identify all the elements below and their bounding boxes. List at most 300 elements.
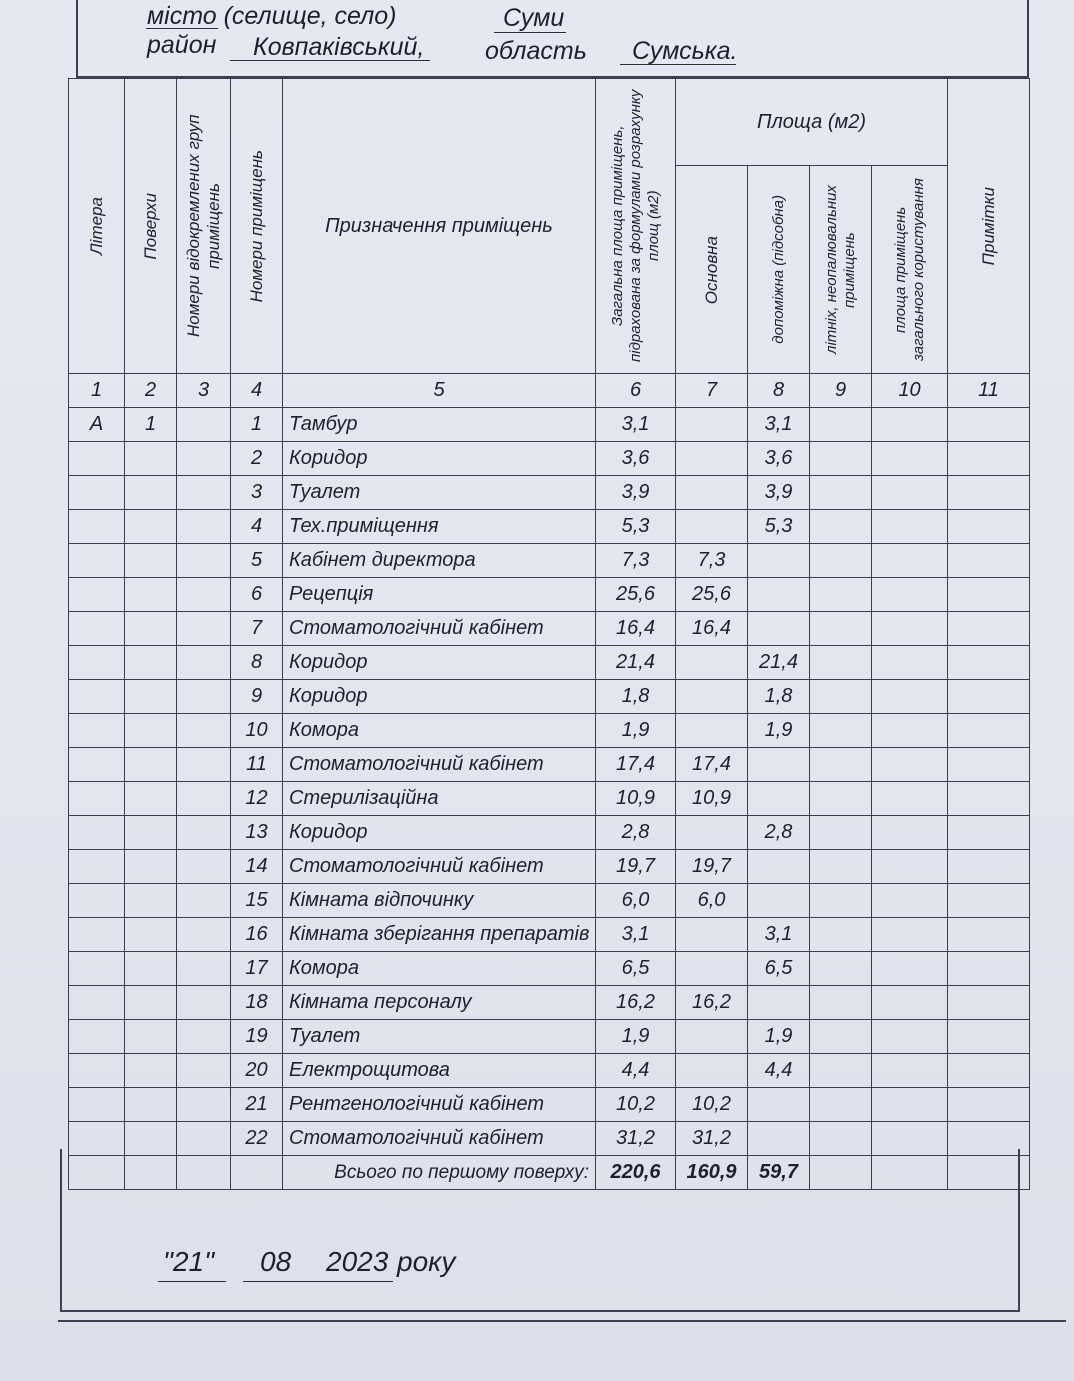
cell-num: 12 <box>231 782 283 816</box>
cell-common <box>872 408 948 442</box>
col-header-total-area: Загальна площа приміщень, підрахована за формулами розрахунку площ (м2) <box>596 79 676 374</box>
region-underline <box>620 64 736 65</box>
cell-group <box>177 1020 231 1054</box>
cell-litera <box>69 816 125 850</box>
cell-total: 3,1 <box>596 408 676 442</box>
cell-group <box>177 952 231 986</box>
cell-total: 6,5 <box>596 952 676 986</box>
cell-num: 10 <box>231 714 283 748</box>
cell-common <box>872 544 948 578</box>
cell-total: 6,0 <box>596 884 676 918</box>
table-row <box>69 782 1030 816</box>
cell-group <box>177 578 231 612</box>
col-header-main: Основна <box>676 166 748 374</box>
col-number: 7 <box>676 374 748 408</box>
cell-group <box>177 476 231 510</box>
cell-total: 1,8 <box>596 680 676 714</box>
cell-main: 6,0 <box>676 884 748 918</box>
table-row <box>69 1088 1030 1122</box>
cell-common <box>872 782 948 816</box>
cell-summer <box>810 1020 872 1054</box>
cell-summer <box>810 646 872 680</box>
cell-aux: 6,5 <box>748 952 810 986</box>
cell-group <box>177 612 231 646</box>
cell-summer <box>810 578 872 612</box>
cell-summer <box>810 476 872 510</box>
cell-floor <box>125 510 177 544</box>
table-body <box>69 408 1030 1156</box>
cell-main <box>676 1054 748 1088</box>
cell-litera <box>69 850 125 884</box>
cell-litera <box>69 442 125 476</box>
cell-notes <box>948 850 1030 884</box>
cell-group <box>177 680 231 714</box>
table-row <box>69 1020 1030 1054</box>
col-header-groups: Номери відокремлених груп приміщень <box>177 79 231 374</box>
cell-total: 10,2 <box>596 1088 676 1122</box>
col-header-notes: Примітки <box>948 79 1030 374</box>
cell-aux <box>748 986 810 1020</box>
district-label: район <box>147 31 217 59</box>
cell-num: 13 <box>231 816 283 850</box>
cell-name: Комора <box>283 714 596 748</box>
cell-notes <box>948 986 1030 1020</box>
cell-aux <box>748 884 810 918</box>
cell-aux: 4,4 <box>748 1054 810 1088</box>
cell-floor <box>125 782 177 816</box>
cell-notes <box>948 442 1030 476</box>
column-number-row <box>69 374 1030 408</box>
col-number: 8 <box>748 374 810 408</box>
cell-aux: 2,8 <box>748 816 810 850</box>
cell-aux <box>748 612 810 646</box>
cell-litera <box>69 952 125 986</box>
cell-main: 7,3 <box>676 544 748 578</box>
col-header-purpose: Призначення приміщень <box>283 79 596 374</box>
cell-common <box>872 850 948 884</box>
cell-total: 3,9 <box>596 476 676 510</box>
cell-aux: 1,9 <box>748 1020 810 1054</box>
cell-summer <box>810 442 872 476</box>
cell-num: 8 <box>231 646 283 680</box>
cell-summer <box>810 748 872 782</box>
cell-main: 16,2 <box>676 986 748 1020</box>
cell-total: 21,4 <box>596 646 676 680</box>
cell-common <box>872 918 948 952</box>
cell-notes <box>948 680 1030 714</box>
cell-notes <box>948 476 1030 510</box>
cell-num: 6 <box>231 578 283 612</box>
cell-name: Кімната відпочинку <box>283 884 596 918</box>
cell-aux <box>748 850 810 884</box>
cell-num: 2 <box>231 442 283 476</box>
table-row <box>69 510 1030 544</box>
region-value: Сумська. <box>632 37 738 65</box>
cell-num: 15 <box>231 884 283 918</box>
cell-name: Тамбур <box>283 408 596 442</box>
cell-summer <box>810 918 872 952</box>
table-row <box>69 1054 1030 1088</box>
cell-summer <box>810 612 872 646</box>
cell-common <box>872 1088 948 1122</box>
cell-notes <box>948 544 1030 578</box>
cell-group <box>177 782 231 816</box>
cell-notes <box>948 1054 1030 1088</box>
cell-group <box>177 816 231 850</box>
footer-frame <box>60 1149 1020 1312</box>
district-underline <box>230 60 430 61</box>
table-row <box>69 646 1030 680</box>
city-label: місто (селище, село) <box>147 2 397 30</box>
cell-floor <box>125 1054 177 1088</box>
cell-litera <box>69 1088 125 1122</box>
cell-common <box>872 612 948 646</box>
cell-litera <box>69 510 125 544</box>
cell-litera <box>69 646 125 680</box>
cell-floor <box>125 918 177 952</box>
cell-floor <box>125 442 177 476</box>
cell-summer <box>810 986 872 1020</box>
cell-total: 3,6 <box>596 442 676 476</box>
bottom-border <box>58 1320 1066 1322</box>
cell-group <box>177 510 231 544</box>
cell-common <box>872 510 948 544</box>
cell-name: Туалет <box>283 476 596 510</box>
cell-total: 31,2 <box>596 1122 676 1156</box>
cell-total: 2,8 <box>596 816 676 850</box>
date-month: 08 <box>260 1246 292 1277</box>
date-month-year-underline <box>243 1281 393 1282</box>
cell-main <box>676 918 748 952</box>
cell-name: Кімната зберігання препаратів <box>283 918 596 952</box>
col-header-aux: допоміжна (підсобна) <box>748 166 810 374</box>
cell-common <box>872 884 948 918</box>
date-suffix: року <box>397 1246 456 1277</box>
cell-floor <box>125 544 177 578</box>
date-day-underline <box>158 1281 226 1282</box>
cell-notes <box>948 1088 1030 1122</box>
table-row <box>69 748 1030 782</box>
date-year: 2023 <box>326 1246 389 1277</box>
cell-num: 17 <box>231 952 283 986</box>
date-day: "21" <box>163 1246 215 1277</box>
cell-num: 16 <box>231 918 283 952</box>
table-row <box>69 986 1030 1020</box>
cell-name: Стоматологічний кабінет <box>283 748 596 782</box>
col-number: 9 <box>810 374 872 408</box>
cell-notes <box>948 646 1030 680</box>
cell-common <box>872 476 948 510</box>
cell-num: 18 <box>231 986 283 1020</box>
cell-name: Коридор <box>283 442 596 476</box>
cell-group <box>177 884 231 918</box>
cell-main <box>676 476 748 510</box>
cell-notes <box>948 714 1030 748</box>
cell-common <box>872 986 948 1020</box>
cell-notes <box>948 612 1030 646</box>
cell-aux: 3,1 <box>748 918 810 952</box>
totals-main-area: 160,9 <box>676 1156 748 1190</box>
cell-main: 16,4 <box>676 612 748 646</box>
region-label: область <box>485 37 587 65</box>
cell-notes <box>948 782 1030 816</box>
col-header-floors: Поверхи <box>125 79 177 374</box>
city-underline <box>494 32 566 33</box>
cell-floor <box>125 680 177 714</box>
cell-notes <box>948 952 1030 986</box>
cell-litera <box>69 612 125 646</box>
cell-litera <box>69 782 125 816</box>
cell-main: 17,4 <box>676 748 748 782</box>
col-number: 6 <box>596 374 676 408</box>
cell-total: 17,4 <box>596 748 676 782</box>
cell-floor: 1 <box>125 408 177 442</box>
district-value: Ковпаківський, <box>253 33 425 61</box>
cell-notes <box>948 884 1030 918</box>
cell-litera <box>69 986 125 1020</box>
cell-floor <box>125 612 177 646</box>
table-row <box>69 408 1030 442</box>
cell-total: 7,3 <box>596 544 676 578</box>
cell-litera <box>69 680 125 714</box>
cell-total: 3,1 <box>596 918 676 952</box>
cell-num: 9 <box>231 680 283 714</box>
cell-aux <box>748 748 810 782</box>
table-row <box>69 544 1030 578</box>
cell-common <box>872 1054 948 1088</box>
table-row <box>69 850 1030 884</box>
col-number: 11 <box>948 374 1030 408</box>
col-number: 4 <box>231 374 283 408</box>
cell-name: Комора <box>283 952 596 986</box>
cell-main <box>676 1020 748 1054</box>
cell-summer <box>810 408 872 442</box>
cell-common <box>872 748 948 782</box>
cell-main: 10,9 <box>676 782 748 816</box>
cell-num: 21 <box>231 1088 283 1122</box>
cell-name: Тех.приміщення <box>283 510 596 544</box>
cell-name: Туалет <box>283 1020 596 1054</box>
cell-num: 4 <box>231 510 283 544</box>
cell-notes <box>948 816 1030 850</box>
cell-group <box>177 850 231 884</box>
cell-common <box>872 646 948 680</box>
cell-common <box>872 1020 948 1054</box>
cell-main <box>676 816 748 850</box>
table-row <box>69 816 1030 850</box>
cell-floor <box>125 748 177 782</box>
cell-total: 1,9 <box>596 1020 676 1054</box>
cell-num: 1 <box>231 408 283 442</box>
cell-litera <box>69 748 125 782</box>
cell-common <box>872 578 948 612</box>
table-row <box>69 952 1030 986</box>
city-label-underline <box>146 28 218 29</box>
cell-group <box>177 1088 231 1122</box>
cell-group <box>177 442 231 476</box>
cell-notes <box>948 918 1030 952</box>
cell-aux: 21,4 <box>748 646 810 680</box>
cell-num: 11 <box>231 748 283 782</box>
cell-name: Коридор <box>283 646 596 680</box>
cell-num: 7 <box>231 612 283 646</box>
table-row <box>69 578 1030 612</box>
cell-common <box>872 680 948 714</box>
cell-floor <box>125 714 177 748</box>
col-number: 1 <box>69 374 125 408</box>
cell-notes <box>948 748 1030 782</box>
col-header-room-numbers: Номери приміщень <box>231 79 283 374</box>
cell-summer <box>810 510 872 544</box>
col-number: 3 <box>177 374 231 408</box>
cell-main: 25,6 <box>676 578 748 612</box>
cell-main: 19,7 <box>676 850 748 884</box>
cell-total: 4,4 <box>596 1054 676 1088</box>
col-number: 5 <box>283 374 596 408</box>
table-row <box>69 442 1030 476</box>
totals-label: Всього по першому поверху: <box>283 1156 596 1190</box>
table-row <box>69 884 1030 918</box>
cell-main <box>676 510 748 544</box>
cell-name: Рентгенологічний кабінет <box>283 1088 596 1122</box>
table-row <box>69 680 1030 714</box>
cell-main <box>676 408 748 442</box>
cell-common <box>872 442 948 476</box>
cell-summer <box>810 1088 872 1122</box>
cell-summer <box>810 952 872 986</box>
cell-notes <box>948 1020 1030 1054</box>
city-value: Суми <box>503 4 565 32</box>
cell-floor <box>125 884 177 918</box>
cell-summer <box>810 816 872 850</box>
cell-aux <box>748 1088 810 1122</box>
cell-aux: 5,3 <box>748 510 810 544</box>
cell-floor <box>125 1088 177 1122</box>
cell-name: Стоматологічний кабінет <box>283 850 596 884</box>
cell-summer <box>810 782 872 816</box>
cell-floor <box>125 850 177 884</box>
cell-total: 19,7 <box>596 850 676 884</box>
cell-name: Коридор <box>283 680 596 714</box>
cell-num: 14 <box>231 850 283 884</box>
cell-floor <box>125 1020 177 1054</box>
cell-floor <box>125 952 177 986</box>
cell-group <box>177 986 231 1020</box>
cell-floor <box>125 646 177 680</box>
cell-total: 1,9 <box>596 714 676 748</box>
cell-name: Кабінет директора <box>283 544 596 578</box>
cell-total: 16,2 <box>596 986 676 1020</box>
cell-summer <box>810 714 872 748</box>
cell-num: 20 <box>231 1054 283 1088</box>
cell-name: Стерилізаційна <box>283 782 596 816</box>
cell-group <box>177 748 231 782</box>
cell-num: 22 <box>231 1122 283 1156</box>
cell-num: 3 <box>231 476 283 510</box>
cell-group <box>177 714 231 748</box>
cell-name: Коридор <box>283 816 596 850</box>
cell-summer <box>810 884 872 918</box>
cell-name: Стоматологічний кабінет <box>283 612 596 646</box>
cell-floor <box>125 986 177 1020</box>
cell-name: Електрощитова <box>283 1054 596 1088</box>
col-number: 10 <box>872 374 948 408</box>
col-header-summer: літніх, неопалювальних приміщень <box>810 166 872 374</box>
cell-aux: 3,1 <box>748 408 810 442</box>
cell-total: 10,9 <box>596 782 676 816</box>
cell-summer <box>810 850 872 884</box>
cell-main <box>676 646 748 680</box>
cell-litera <box>69 476 125 510</box>
table-row <box>69 714 1030 748</box>
cell-total: 5,3 <box>596 510 676 544</box>
cell-litera <box>69 1054 125 1088</box>
cell-summer <box>810 1054 872 1088</box>
cell-group <box>177 1054 231 1088</box>
cell-floor <box>125 476 177 510</box>
cell-aux <box>748 782 810 816</box>
cell-num: 19 <box>231 1020 283 1054</box>
cell-litera <box>69 1020 125 1054</box>
cell-litera <box>69 714 125 748</box>
cell-notes <box>948 408 1030 442</box>
cell-aux <box>748 578 810 612</box>
cell-litera <box>69 544 125 578</box>
cell-main <box>676 680 748 714</box>
cell-common <box>872 816 948 850</box>
cell-main: 10,2 <box>676 1088 748 1122</box>
cell-name: Кімната персоналу <box>283 986 596 1020</box>
cell-group <box>177 408 231 442</box>
cell-litera: А <box>69 408 125 442</box>
cell-floor <box>125 578 177 612</box>
cell-group <box>177 918 231 952</box>
cell-notes <box>948 578 1030 612</box>
table-row <box>69 476 1030 510</box>
totals-aux-area: 59,7 <box>748 1156 810 1190</box>
table-row <box>69 612 1030 646</box>
cell-group <box>177 646 231 680</box>
cell-aux: 1,9 <box>748 714 810 748</box>
cell-name: Рецепція <box>283 578 596 612</box>
cell-total: 25,6 <box>596 578 676 612</box>
cell-litera <box>69 918 125 952</box>
cell-main <box>676 952 748 986</box>
cell-group <box>177 544 231 578</box>
cell-litera <box>69 578 125 612</box>
cell-aux <box>748 544 810 578</box>
cell-litera <box>69 884 125 918</box>
cell-aux: 3,9 <box>748 476 810 510</box>
cell-aux: 1,8 <box>748 680 810 714</box>
cell-name: Стоматологічний кабінет <box>283 1122 596 1156</box>
col-header-area-group: Площа (м2) <box>676 79 948 166</box>
cell-main: 31,2 <box>676 1122 748 1156</box>
cell-summer <box>810 680 872 714</box>
col-header-litera: Літера <box>69 79 125 374</box>
table-row <box>69 918 1030 952</box>
cell-total: 16,4 <box>596 612 676 646</box>
cell-main <box>676 714 748 748</box>
cell-main <box>676 442 748 476</box>
cell-common <box>872 714 948 748</box>
cell-summer <box>810 544 872 578</box>
col-number: 2 <box>125 374 177 408</box>
premises-table <box>68 78 1030 1190</box>
cell-aux: 3,6 <box>748 442 810 476</box>
cell-floor <box>125 816 177 850</box>
cell-notes <box>948 510 1030 544</box>
